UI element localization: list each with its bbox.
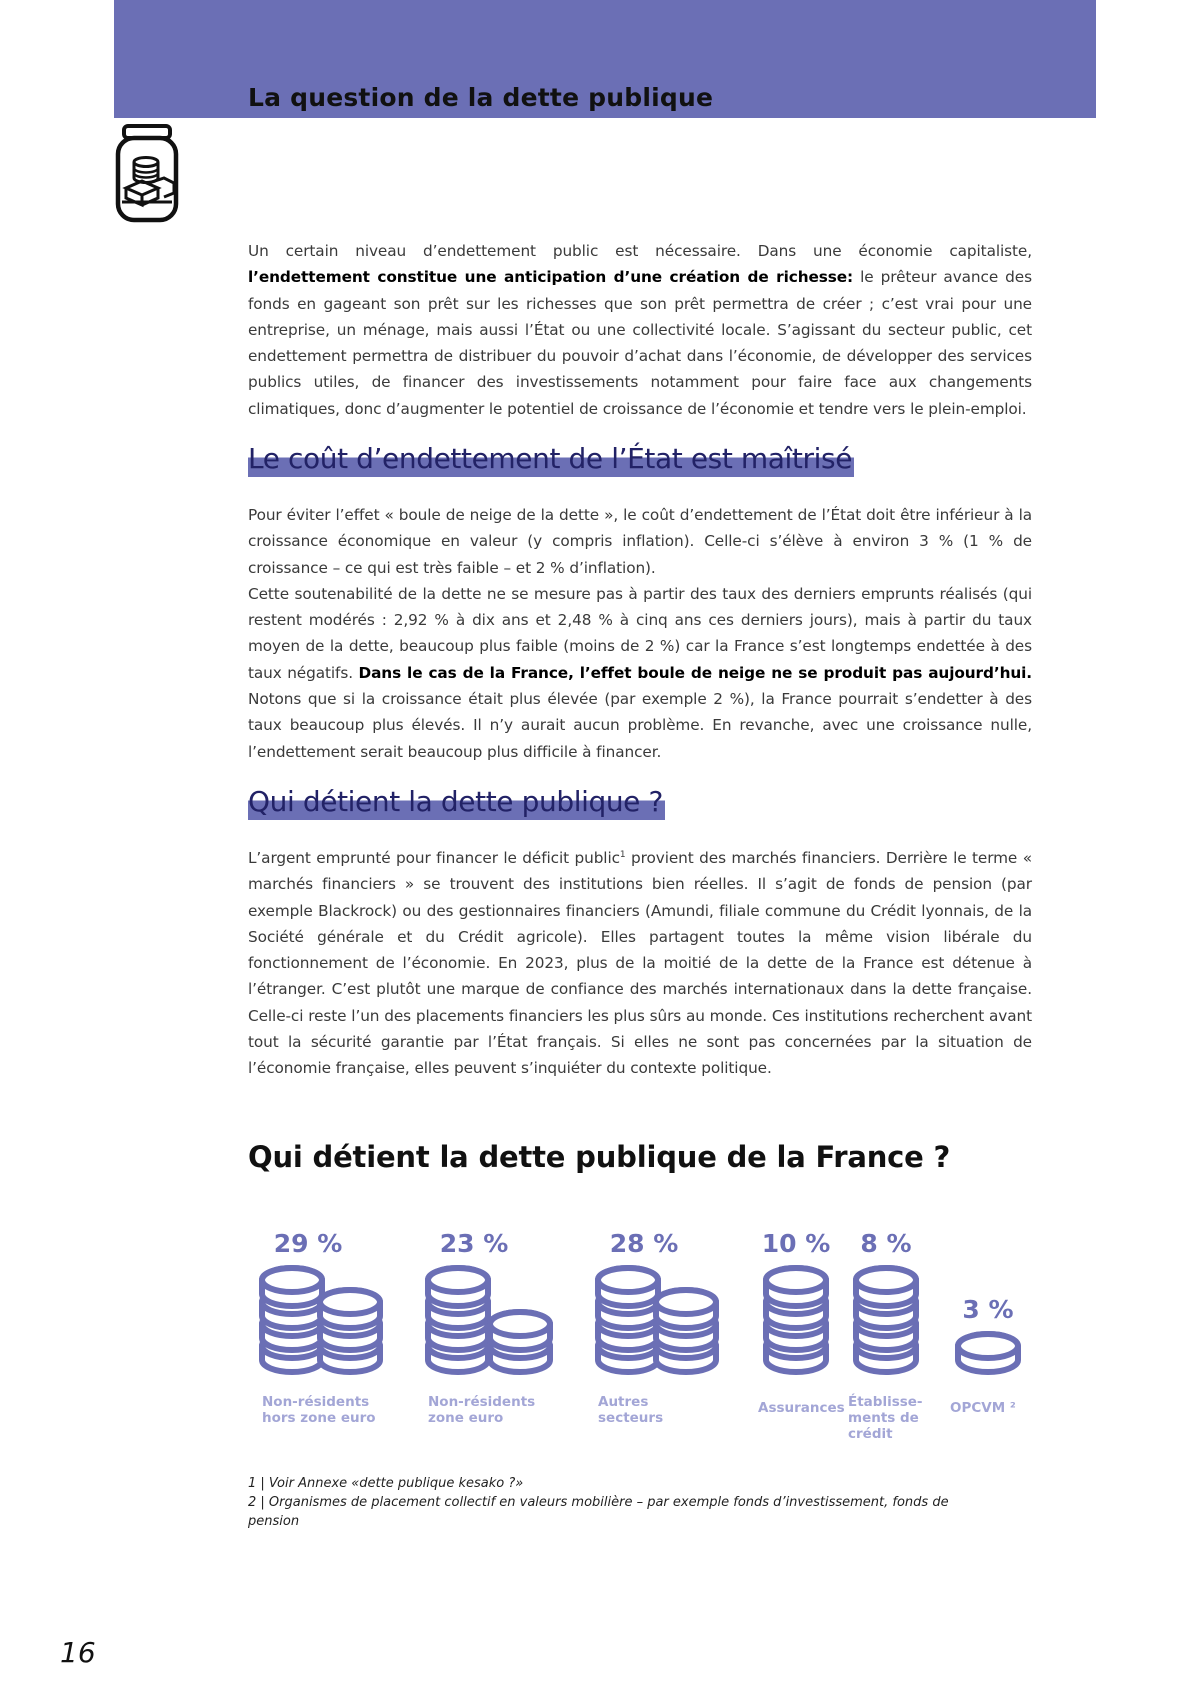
coin-top-4-0-3 xyxy=(856,1268,916,1292)
category-label-4-2: crédit xyxy=(848,1426,893,1442)
cost-paragraph-1: Pour éviter l’effet « boule de neige de la dette », le coût d’endettement de l’État doit être inférieur à la croissance économique en valeur (y compris inflation). Celle-ci s’élève à environ 3 % (1 % de croissance – ce qui est très faible – et 2 % d’inflation). xyxy=(248,506,1032,577)
value-label-2: 28 % xyxy=(609,1229,679,1258)
coin-top-1-0-3 xyxy=(428,1268,488,1292)
coin-top-5-0-0 xyxy=(958,1334,1018,1358)
value-label-0: 29 % xyxy=(273,1229,343,1258)
category-label-4-0: Établisse- xyxy=(848,1394,923,1410)
section-heading-cost: Le coût d’endettement de l’État est maîtrisé xyxy=(248,442,853,475)
value-label-4: 8 % xyxy=(860,1229,912,1258)
footnote-2: 2 | Organismes de placement collectif en valeurs mobilière – par exemple fonds d’investissement, fonds de pension xyxy=(248,1495,949,1529)
debt-holders-chart xyxy=(0,1210,1200,1450)
coin-top-3-0-3 xyxy=(766,1268,826,1292)
coin-top-2-0-3 xyxy=(598,1268,658,1292)
chart-title: Qui détient la dette publique de la France ? xyxy=(248,1140,951,1174)
cost-section-text xyxy=(248,502,1032,765)
holders-paragraph: L’argent emprunté pour financer le déficit public$^1$ provient des marchés financiers. Derrière le terme « marchés financiers » se trouvent des institutions bien réelles. Il s’agit de fonds de pension (par exemple Blackrock) ou des gestionnaires financiers (Amundi, filiale commune du Crédit lyonnais, de la Société générale et du Crédit agricole). Elles partagent toutes la même vision libérale du fonctionnement de l’économie. En 2023, plus de la moitié de la dette de la France est détenue à l’étranger. C’est plutôt une marque de confiance des marchés internationaux dans la dette française. Celle-ci reste l’un des placements financiers les plus sûrs au monde. Ces institutions recherchent avant tout la sécurité garantie par l’État français. Si elles ne sont pas concernées par la situation de l’économie française, elles peuvent s’inquiéter du contexte politique. xyxy=(248,849,1032,1078)
category-label-5-0: OPCVM ² xyxy=(950,1400,1016,1416)
footnote-1: 1 | Voir Annexe «dette publique kesako ?» xyxy=(248,1476,524,1491)
category-label-4-1: ments de xyxy=(848,1410,919,1426)
value-label-1: 23 % xyxy=(439,1229,509,1258)
cost-paragraph-2: Cette soutenabilité de la dette ne se mesure pas à partir des taux des derniers emprunts réalisés (qui restent modérés : 2,92 % à dix ans et 2,48 % à cinq ans ces derniers jours), mais à partir du taux moyen de la dette, beaucoup plus faible (moins de 2 %) car la France s’est longtemps endettée à des taux négatifs. Dans le cas de la France, l’effet boule de neige ne se produit pas aujourd’hui. Notons que si la croissance était plus élevée (par exemple 2 %), la France pourrait s’endetter à des taux beaucoup plus élevés. Il n’y aurait aucun problème. En revanche, avec une croissance nulle, l’endettement serait beaucoup plus difficile à financer. xyxy=(248,584,1033,761)
section-heading-holders: Qui détient la dette publique ? xyxy=(248,785,663,818)
page-header-title: La question de la dette publique xyxy=(248,83,714,112)
footnotes xyxy=(248,1474,988,1531)
value-label-5: 3 % xyxy=(962,1295,1014,1324)
page-number: 16 xyxy=(60,1636,96,1669)
footnote-ref-1: 1 xyxy=(619,849,626,860)
coin-top-0-0-3 xyxy=(262,1268,322,1292)
category-label-2-1: secteurs xyxy=(598,1410,664,1426)
intro-paragraph: Un certain niveau d’endettement public est nécessaire. Dans une économie capitaliste, l’endettement constitue une anticipation d’une création de richesse: le prêteur avance des fonds en gageant son prêt sur les richesses que son prêt permettra de créer ; c’est vrai pour une entreprise, un ménage, mais aussi l’État ou une collectivité locale. S’agissant du secteur public, cet endettement permettra de distribuer du pouvoir d’achat dans l’économie, de développer des services publics utiles, de financer des investissements notamment pour faire face aux changements climatiques, donc d’augmenter le potentiel de croissance de l’économie et tendre vers le plein-emploi. xyxy=(248,242,1032,418)
category-label-0-1: hors zone euro xyxy=(262,1410,376,1426)
category-label-1-0: Non-résidents xyxy=(428,1394,536,1410)
category-label-0-0: Non-résidents xyxy=(262,1394,370,1410)
value-label-3: 10 % xyxy=(761,1229,831,1258)
jar-of-coins-icon xyxy=(112,124,182,224)
coin-top-1-1-1 xyxy=(490,1312,550,1336)
category-label-1-1: zone euro xyxy=(428,1410,504,1426)
category-label-3-0: Assurances xyxy=(758,1400,845,1416)
coin-top-2-1-2 xyxy=(656,1290,716,1314)
coin-top-0-1-2 xyxy=(320,1290,380,1314)
category-label-2-0: Autres xyxy=(598,1394,649,1410)
